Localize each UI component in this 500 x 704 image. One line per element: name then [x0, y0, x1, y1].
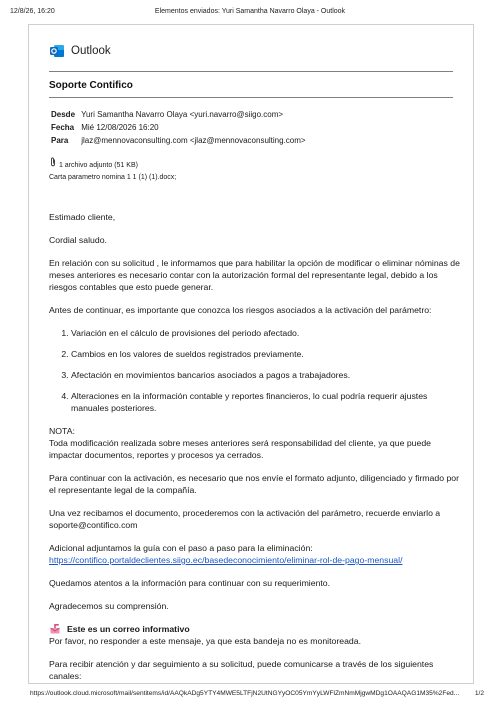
email-body — [49, 211, 461, 684]
to-label: Para — [51, 136, 69, 145]
outlook-logo-icon — [49, 43, 65, 59]
from-label: Desde — [51, 110, 76, 119]
divider — [49, 71, 453, 72]
guide-block — [49, 542, 461, 566]
salute: Cordial saludo. — [49, 235, 107, 245]
brand-name: Outlook — [71, 45, 111, 57]
outlook-brand — [49, 43, 111, 59]
list-item: 1. Variación en el cálculo de provisiones del periodo afectado. — [71, 327, 461, 339]
from-value: Yuri Samantha Navarro Olaya <yuri.navarro@siigo.com> — [81, 110, 284, 119]
risk-list — [49, 327, 461, 414]
paragraph: Agradecemos su comprensión. — [49, 601, 169, 611]
divider — [49, 97, 453, 98]
paragraph: Para continuar con la activación, es necesario que nos envíe el formato adjunto, diligenciado y firmado por el representante legal de la compañía. — [49, 473, 460, 495]
attachment-block — [49, 157, 176, 184]
list-item: 4. Alteraciones en la información contable y reportes financieros, lo cual podría requerir ajustes manuales posteriores. — [71, 390, 461, 414]
email-page — [28, 24, 474, 684]
paragraph: Quedamos atentos a la información para continuar con su requerimiento. — [49, 578, 331, 588]
paperclip-icon — [49, 157, 57, 167]
mailbox-icon — [49, 623, 61, 635]
notice-title-text: Este es un correo informativo — [67, 624, 190, 634]
note-block — [49, 425, 461, 461]
list-item: 3. Afectación en movimientos bancarios asociados a pagos a trabajadores. — [71, 369, 461, 381]
to-row — [51, 134, 306, 147]
paragraph: Una vez recibamos el documento, procederemos con la activación del parámetro, recuerde enviarlo a soporte@contifico.com — [49, 508, 441, 530]
print-title: Elementos enviados: Yuri Samantha Navarro Olaya - Outlook — [154, 8, 346, 15]
attachment-file[interactable]: Carta parametro nomina 1 1 (1) (1).docx; — [49, 174, 177, 181]
greeting: Estimado cliente, — [49, 212, 116, 222]
paragraph: Para recibir atención y dar seguimiento a su solicitud, puede comunicarse a través de los siguientes canales: — [49, 659, 434, 681]
guide-text: Adicional adjuntamos la guía con el paso a paso para la eliminación: — [49, 543, 313, 553]
email-subject: Soporte Contifico — [49, 80, 133, 91]
list-item: 2. Cambios en los valores de sueldos registrados previamente. — [71, 348, 461, 360]
notice-text: Por favor, no responder a este mensaje, ya que esta bandeja no es monitoreada. — [49, 636, 361, 646]
attachment-summary — [49, 157, 176, 172]
date-value: Mié 12/08/2026 16:20 — [81, 123, 159, 132]
from-row — [51, 108, 306, 121]
print-datetime: 12/8/26, 16:20 — [10, 8, 55, 15]
print-url: https://outlook.cloud.microsoft/mail/sentitems/id/AAQkADg5YTY4MWE5LTFjN2UtNGYyOC05YmYyLWFlZmNmMjgwMDg1OAAQAG1M35%2Fed... — [30, 690, 460, 697]
notice-title — [49, 623, 461, 635]
attachment-count: 1 archivo adjunto (51 KB) — [58, 162, 138, 169]
print-header — [0, 0, 500, 24]
email-meta — [51, 108, 306, 147]
guide-link[interactable]: https://contifico.portaldeclientes.siigo.ec/basedeconocimiento/eliminar-rol-de-pago-mensual/ — [49, 555, 403, 565]
notice-block — [49, 623, 461, 647]
note-label: NOTA: — [49, 426, 75, 436]
page-number: 1/2 — [474, 690, 484, 697]
date-label: Fecha — [51, 123, 75, 132]
paragraph: En relación con su solicitud , le informamos que para habilitar la opción de modificar o eliminar nóminas de meses anteriores es necesario contar con la autorización formal del representante legal, debido a los riesgos contables que esto puede generar. — [49, 258, 460, 292]
to-value: jlaz@mennovaconsulting.com <jlaz@mennovaconsulting.com> — [81, 136, 306, 145]
paragraph: Antes de continuar, es importante que conozca los riesgos asociados a la activación del parámetro: — [49, 305, 432, 315]
date-row — [51, 121, 306, 134]
print-footer — [0, 684, 500, 704]
note-text: Toda modificación realizada sobre meses anteriores será responsabilidad del cliente, ya que puede impactar documentos, reportes y procesos ya cerrados. — [49, 438, 431, 460]
